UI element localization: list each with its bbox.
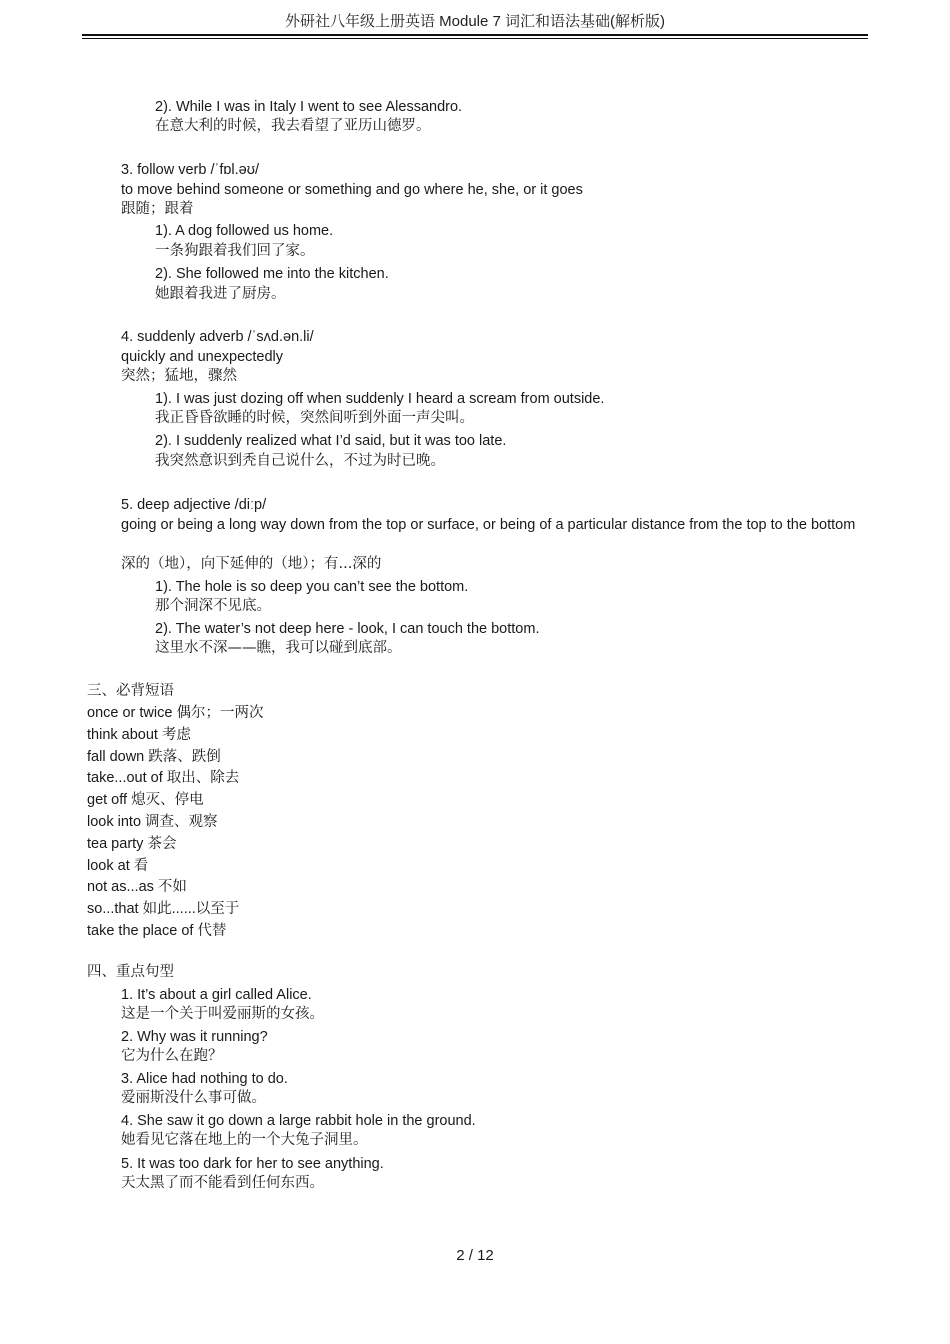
phrase-item: fall down 跌落、跌倒 — [87, 749, 221, 765]
phrase-item: once or twice 偶尔；一两次 — [87, 705, 264, 721]
example-en: 2). She followed me into the kitchen. — [155, 266, 389, 282]
vocab-headword: 4. suddenly adverb /ˈsʌd.ən.li/ — [121, 329, 314, 345]
example-en: 2). I suddenly realized what I’d said, but it was too late. — [155, 433, 507, 449]
sentence-en: 4. She saw it go down a large rabbit hole in the ground. — [121, 1113, 476, 1129]
header-rule — [82, 34, 868, 36]
phrase-item: look at 看 — [87, 858, 149, 874]
example-en: 2). While I was in Italy I went to see Alessandro. — [155, 99, 463, 115]
phrase-item: look into 调查、观察 — [87, 814, 218, 830]
phrase-item: so...that 如此......以至于 — [87, 901, 240, 917]
example-en: 1). The hole is so deep you can’t see the bottom. — [155, 579, 469, 595]
example-zh: 在意大利的时候，我去看望了亚历山德罗。 — [155, 118, 431, 134]
vocab-headword: 5. deep adjective /diːp/ — [121, 497, 267, 513]
page-number: 2 / 12 — [456, 1247, 494, 1264]
sentence-en: 3. Alice had nothing to do. — [121, 1071, 288, 1087]
example-zh: 这里水不深——瞧，我可以碰到底部。 — [155, 640, 402, 656]
sentence-zh: 天太黑了而不能看到任何东西。 — [121, 1175, 324, 1191]
section-title-sentences: 四、重点句型 — [87, 964, 174, 980]
vocab-definition: to move behind someone or something and go where he, she, or it goes — [121, 182, 583, 198]
example-zh: 一条狗跟着我们回了家。 — [155, 243, 315, 259]
phrase-item: get off 熄灭、停电 — [87, 792, 204, 808]
example-zh: 我正昏昏欲睡的时候，突然间听到外面一声尖叫。 — [155, 410, 474, 426]
header-rule-thin — [82, 38, 868, 39]
example-en: 2). The water’s not deep here - look, I can touch the bottom. — [155, 621, 540, 637]
sentence-en: 5. It was too dark for her to see anything. — [121, 1156, 384, 1172]
vocab-definition: quickly and unexpectedly — [121, 349, 284, 365]
sentence-zh: 这是一个关于叫爱丽斯的女孩。 — [121, 1006, 324, 1022]
sentence-en: 2. Why was it running? — [121, 1029, 268, 1045]
phrase-item: take the place of 代替 — [87, 923, 227, 939]
example-zh: 我突然意识到秃自己说什么，不过为时已晚。 — [155, 453, 445, 469]
phrase-item: take...out of 取出、除去 — [87, 770, 240, 786]
vocab-translation: 深的（地），向下延伸的（地）；有...深的 — [121, 556, 382, 572]
sentence-zh: 她看见它落在地上的一个大兔子洞里。 — [121, 1132, 368, 1148]
vocab-headword: 3. follow verb /ˈfɒl.əʊ/ — [121, 162, 259, 178]
sentence-zh: 它为什么在跑？ — [121, 1048, 223, 1064]
example-en: 1). I was just dozing off when suddenly I heard a scream from outside. — [155, 391, 605, 407]
phrase-item: think about 考虑 — [87, 727, 191, 743]
phrase-item: tea party 茶会 — [87, 836, 177, 852]
vocab-translation: 突然；猛地，骤然 — [121, 368, 237, 384]
page-header-title: 外研社八年级上册英语 Module 7 词汇和语法基础(解析版) — [284, 13, 666, 30]
example-zh: 那个洞深不见底。 — [155, 598, 271, 614]
phrase-item: not as...as 不如 — [87, 879, 187, 895]
example-zh: 她跟着我进了厨房。 — [155, 286, 286, 302]
sentence-en: 1. It’s about a girl called Alice. — [121, 987, 312, 1003]
vocab-translation: 跟随；跟着 — [121, 201, 194, 217]
vocab-definition: going or being a long way down from the top or surface, or being of a particular distance from the top to the bottom — [121, 517, 856, 533]
example-en: 1). A dog followed us home. — [155, 223, 334, 239]
sentence-zh: 爱丽斯没什么事可做。 — [121, 1090, 266, 1106]
section-title-phrases: 三、必背短语 — [87, 683, 174, 699]
